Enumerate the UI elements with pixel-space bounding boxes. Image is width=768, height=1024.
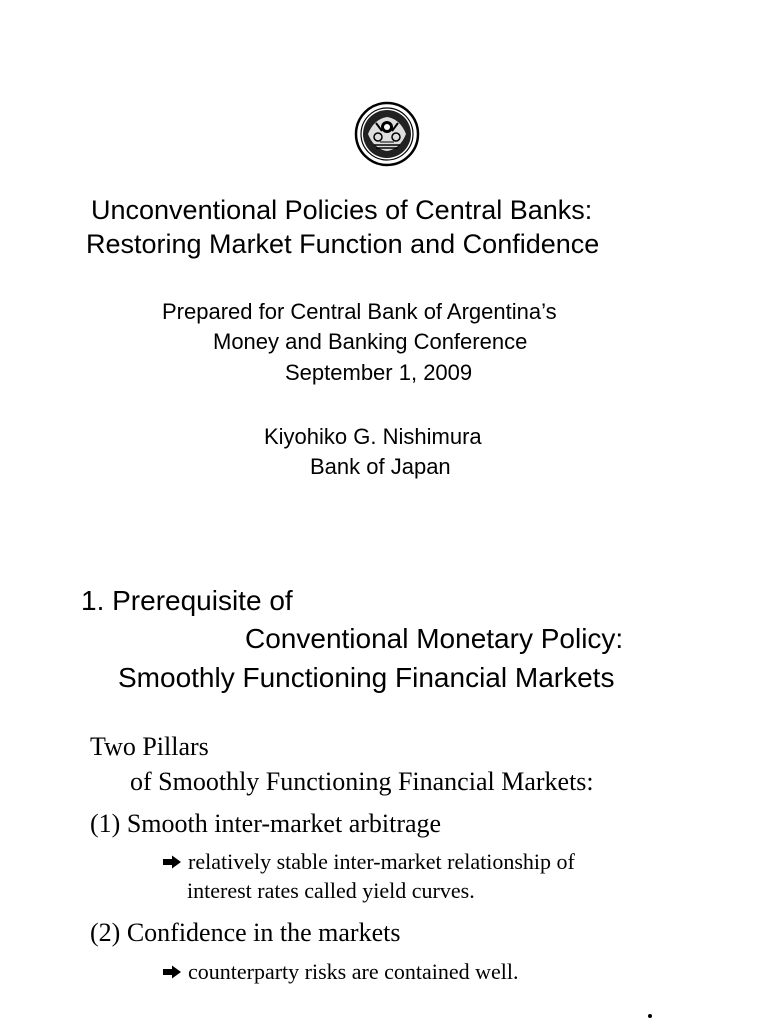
pillar-2-label: (2) Confidence in the markets xyxy=(90,918,401,947)
page-mark xyxy=(648,1014,652,1018)
section-heading-line-1: 1. Prerequisite of xyxy=(81,585,293,616)
date: September 1, 2009 xyxy=(285,360,473,385)
pillar-1-detail-line-1 xyxy=(162,848,575,876)
author: Kiyohiko G. Nishimura xyxy=(264,424,482,449)
intro-line-1: Two Pillars xyxy=(90,732,209,761)
institution: Bank of Japan xyxy=(310,454,451,479)
pillar-1-detail-text-1: relatively stable inter-market relationship of xyxy=(188,849,575,874)
section-heading-line-2: Conventional Monetary Policy: xyxy=(245,623,624,654)
prepared-line-2: Money and Banking Conference xyxy=(213,329,528,354)
prepared-line-1: Prepared for Central Bank of Argentina’s xyxy=(162,299,557,324)
intro-line-2: of Smoothly Functioning Financial Markets: xyxy=(130,767,594,796)
right-arrow-icon xyxy=(162,855,182,869)
right-arrow-icon xyxy=(162,965,182,979)
bank-seal-icon xyxy=(354,101,420,167)
section-heading-line-3: Smoothly Functioning Financial Markets xyxy=(118,662,615,693)
pillar-2-detail-line-1 xyxy=(162,958,518,986)
title-line-2: Restoring Market Function and Confidence xyxy=(86,229,600,259)
pillar-2-detail-text-1: counterparty risks are contained well. xyxy=(188,959,519,984)
pillar-1-label: (1) Smooth inter-market arbitrage xyxy=(90,809,442,838)
title-line-1: Unconventional Policies of Central Banks: xyxy=(91,195,593,225)
pillar-1-detail-line-2: interest rates called yield curves. xyxy=(187,878,475,903)
